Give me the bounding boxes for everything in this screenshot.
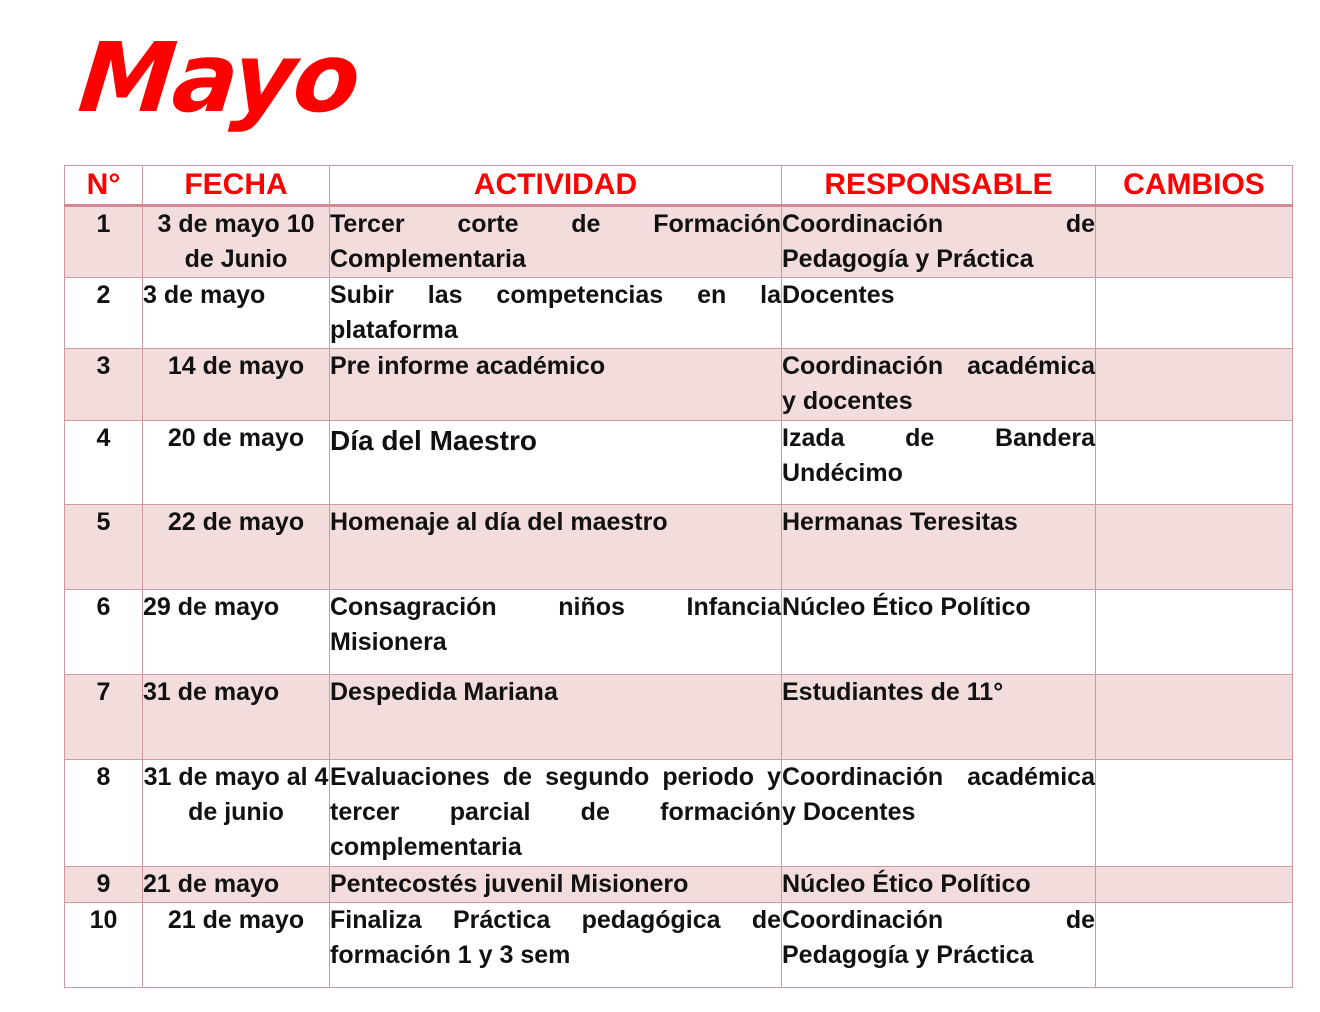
cell-responsable: Hermanas Teresitas — [782, 505, 1096, 590]
cell-cambios — [1096, 867, 1293, 903]
page-title: Mayo — [74, 22, 364, 134]
cell-actividad: Finaliza Práctica pedagógica de formación 1 y 3 sem — [330, 903, 782, 988]
cell-n: 2 — [65, 278, 143, 349]
cell-responsable: Estudiantes de 11° — [782, 675, 1096, 760]
cell-n: 3 — [65, 349, 143, 421]
cell-responsable: Coordinación de Pedagogía y Práctica — [782, 903, 1096, 988]
cell-n: 7 — [65, 675, 143, 760]
table-row — [65, 760, 1293, 867]
cell-fecha: 31 de mayo — [143, 675, 330, 760]
header-row — [65, 166, 1293, 206]
table-row — [65, 903, 1293, 988]
header-cambios: CAMBIOS — [1096, 166, 1293, 206]
cell-n: 1 — [65, 206, 143, 278]
cell-fecha: 20 de mayo — [143, 421, 330, 505]
cell-n: 9 — [65, 867, 143, 903]
cell-actividad: Pentecostés juvenil Misionero — [330, 867, 782, 903]
cell-fecha: 21 de mayo — [143, 867, 330, 903]
cell-n: 6 — [65, 590, 143, 675]
cell-actividad: Consagración niños Infancia Misionera — [330, 590, 782, 675]
cell-fecha: 21 de mayo — [143, 903, 330, 988]
header-actividad: ACTIVIDAD — [330, 166, 782, 206]
header-n: N° — [65, 166, 143, 206]
cell-n: 8 — [65, 760, 143, 867]
table-row — [65, 421, 1293, 505]
cell-n: 4 — [65, 421, 143, 505]
table-row — [65, 867, 1293, 903]
cell-actividad: Día del Maestro — [330, 421, 782, 505]
cell-responsable: Izada de Bandera Undécimo — [782, 421, 1096, 505]
table-row — [65, 590, 1293, 675]
cell-responsable: Núcleo Ético Político — [782, 867, 1096, 903]
cell-responsable: Docentes — [782, 278, 1096, 349]
cell-n: 10 — [65, 903, 143, 988]
cell-cambios — [1096, 505, 1293, 590]
cell-cambios — [1096, 590, 1293, 675]
cell-cambios — [1096, 675, 1293, 760]
table-row — [65, 278, 1293, 349]
cell-actividad: Despedida Mariana — [330, 675, 782, 760]
schedule-table — [64, 165, 1293, 988]
cell-cambios — [1096, 903, 1293, 988]
cell-fecha: 3 de mayo 10 de Junio — [143, 206, 330, 278]
cell-cambios — [1096, 421, 1293, 505]
cell-n: 5 — [65, 505, 143, 590]
cell-actividad: Homenaje al día del maestro — [330, 505, 782, 590]
cell-fecha: 29 de mayo — [143, 590, 330, 675]
cell-cambios — [1096, 760, 1293, 867]
cell-responsable: Coordinación académica y Docentes — [782, 760, 1096, 867]
cell-actividad: Pre informe académico — [330, 349, 782, 421]
cell-actividad: Evaluaciones de segundo periodo y tercer parcial de formación complementaria — [330, 760, 782, 867]
header-fecha: FECHA — [143, 166, 330, 206]
cell-fecha: 31 de mayo al 4 de junio — [143, 760, 330, 867]
cell-cambios — [1096, 206, 1293, 278]
cell-fecha: 3 de mayo — [143, 278, 330, 349]
cell-responsable: Coordinación de Pedagogía y Práctica — [782, 206, 1096, 278]
table-row — [65, 349, 1293, 421]
table-row — [65, 675, 1293, 760]
cell-actividad: Subir las competencias en la plataforma — [330, 278, 782, 349]
cell-cambios — [1096, 349, 1293, 421]
table-row — [65, 206, 1293, 278]
cell-fecha: 14 de mayo — [143, 349, 330, 421]
cell-fecha: 22 de mayo — [143, 505, 330, 590]
table-row — [65, 505, 1293, 590]
header-responsable: RESPONSABLE — [782, 166, 1096, 206]
cell-responsable: Núcleo Ético Político — [782, 590, 1096, 675]
cell-cambios — [1096, 278, 1293, 349]
cell-actividad: Tercer corte de Formación Complementaria — [330, 206, 782, 278]
cell-responsable: Coordinación académica y docentes — [782, 349, 1096, 421]
